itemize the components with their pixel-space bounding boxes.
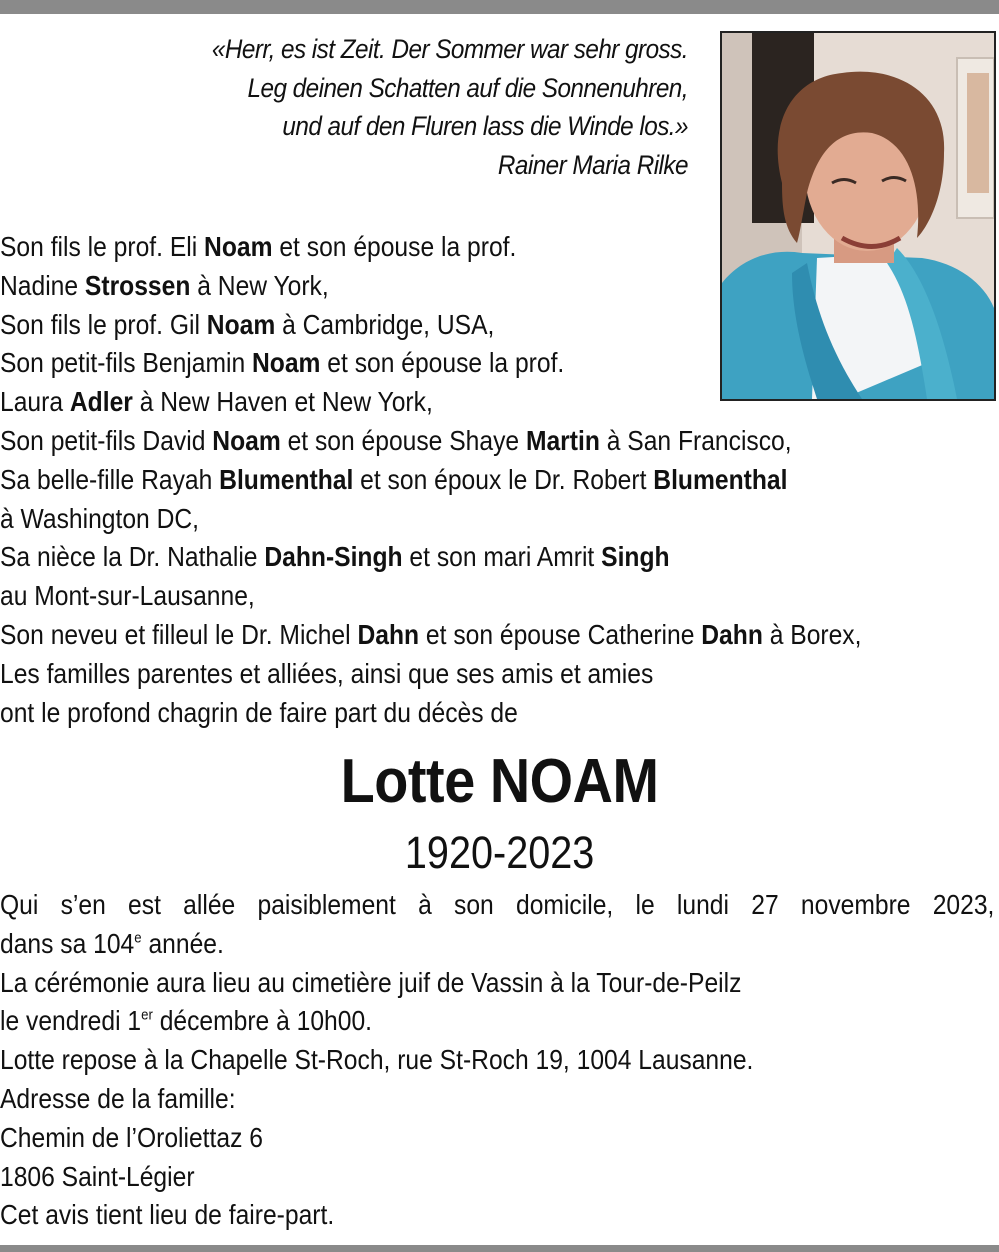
- bottom-rule: [0, 1245, 999, 1252]
- details-line: 1806 Saint-Légier: [0, 1160, 195, 1192]
- top-rule: [0, 0, 999, 14]
- mourner-line: au Mont-sur-Lausanne,: [0, 580, 255, 612]
- mourner-line: à Washington DC,: [0, 502, 200, 534]
- quote-line: und auf den Fluren lass die Winde los.»: [282, 111, 688, 141]
- mourner-line: Les familles parentes et alliées, ainsi que ses amis et amies: [0, 657, 654, 689]
- details-line: dans sa 104e année.: [0, 927, 224, 959]
- quote-line: Leg deinen Schatten auf die Sonnenuhren,: [247, 72, 689, 103]
- mourner-line: Son fils le prof. Eli Noam et son épouse la prof.: [0, 231, 517, 262]
- deceased-years: 1920-2023: [404, 827, 595, 878]
- mourner-line: Son petit-fils Benjamin Noam et son épouse la prof.: [0, 347, 565, 379]
- mourner-line: Sa belle-fille Rayah Blumenthal et son époux le Dr. Robert Blumenthal: [0, 463, 788, 495]
- mourner-line: Son fils le prof. Gil Noam à Cambridge, USA,: [0, 308, 495, 340]
- details-line: Adresse de la famille:: [0, 1082, 236, 1114]
- mourner-line: Son neveu et filleul le Dr. Michel Dahn et son épouse Catherine Dahn à Borex,: [0, 618, 862, 650]
- mourner-line: Laura Adler à New Haven et New York,: [0, 386, 433, 418]
- details-line: Cet avis tient lieu de faire-part.: [0, 1199, 335, 1231]
- details-line: Chemin de l’Oroliettaz 6: [0, 1121, 263, 1153]
- details-line: La cérémonie aura lieu au cimetière juif de Vassin à la Tour-de-Peilz: [0, 966, 742, 998]
- quote-line: «Herr, es ist Zeit. Der Sommer war sehr gross.: [211, 34, 688, 64]
- details-line: Lotte repose à la Chapelle St-Roch, rue St-Roch 19, 1004 Lausanne.: [0, 1044, 754, 1076]
- details-line: Qui s’en est allée paisiblement à son domicile, le lundi 27 novembre 2023,: [0, 889, 995, 920]
- quote-author: Rainer Maria Rilke: [497, 149, 688, 180]
- details-line: le vendredi 1er décembre à 10h00.: [0, 1005, 373, 1037]
- deceased-name: Lotte NOAM: [340, 747, 659, 816]
- epigraph-quote: [112, 30, 688, 184]
- mourner-line: Nadine Strossen à New York,: [0, 269, 329, 301]
- mourner-line: ont le profond chagrin de faire part du décès de: [0, 696, 518, 728]
- mourner-line: Son petit-fils David Noam et son épouse Shaye Martin à San Francisco,: [0, 424, 792, 456]
- mourner-line: Sa nièce la Dr. Nathalie Dahn-Singh et son mari Amrit Singh: [0, 541, 670, 573]
- mourners-list: [0, 228, 999, 732]
- funeral-details: [0, 886, 999, 1235]
